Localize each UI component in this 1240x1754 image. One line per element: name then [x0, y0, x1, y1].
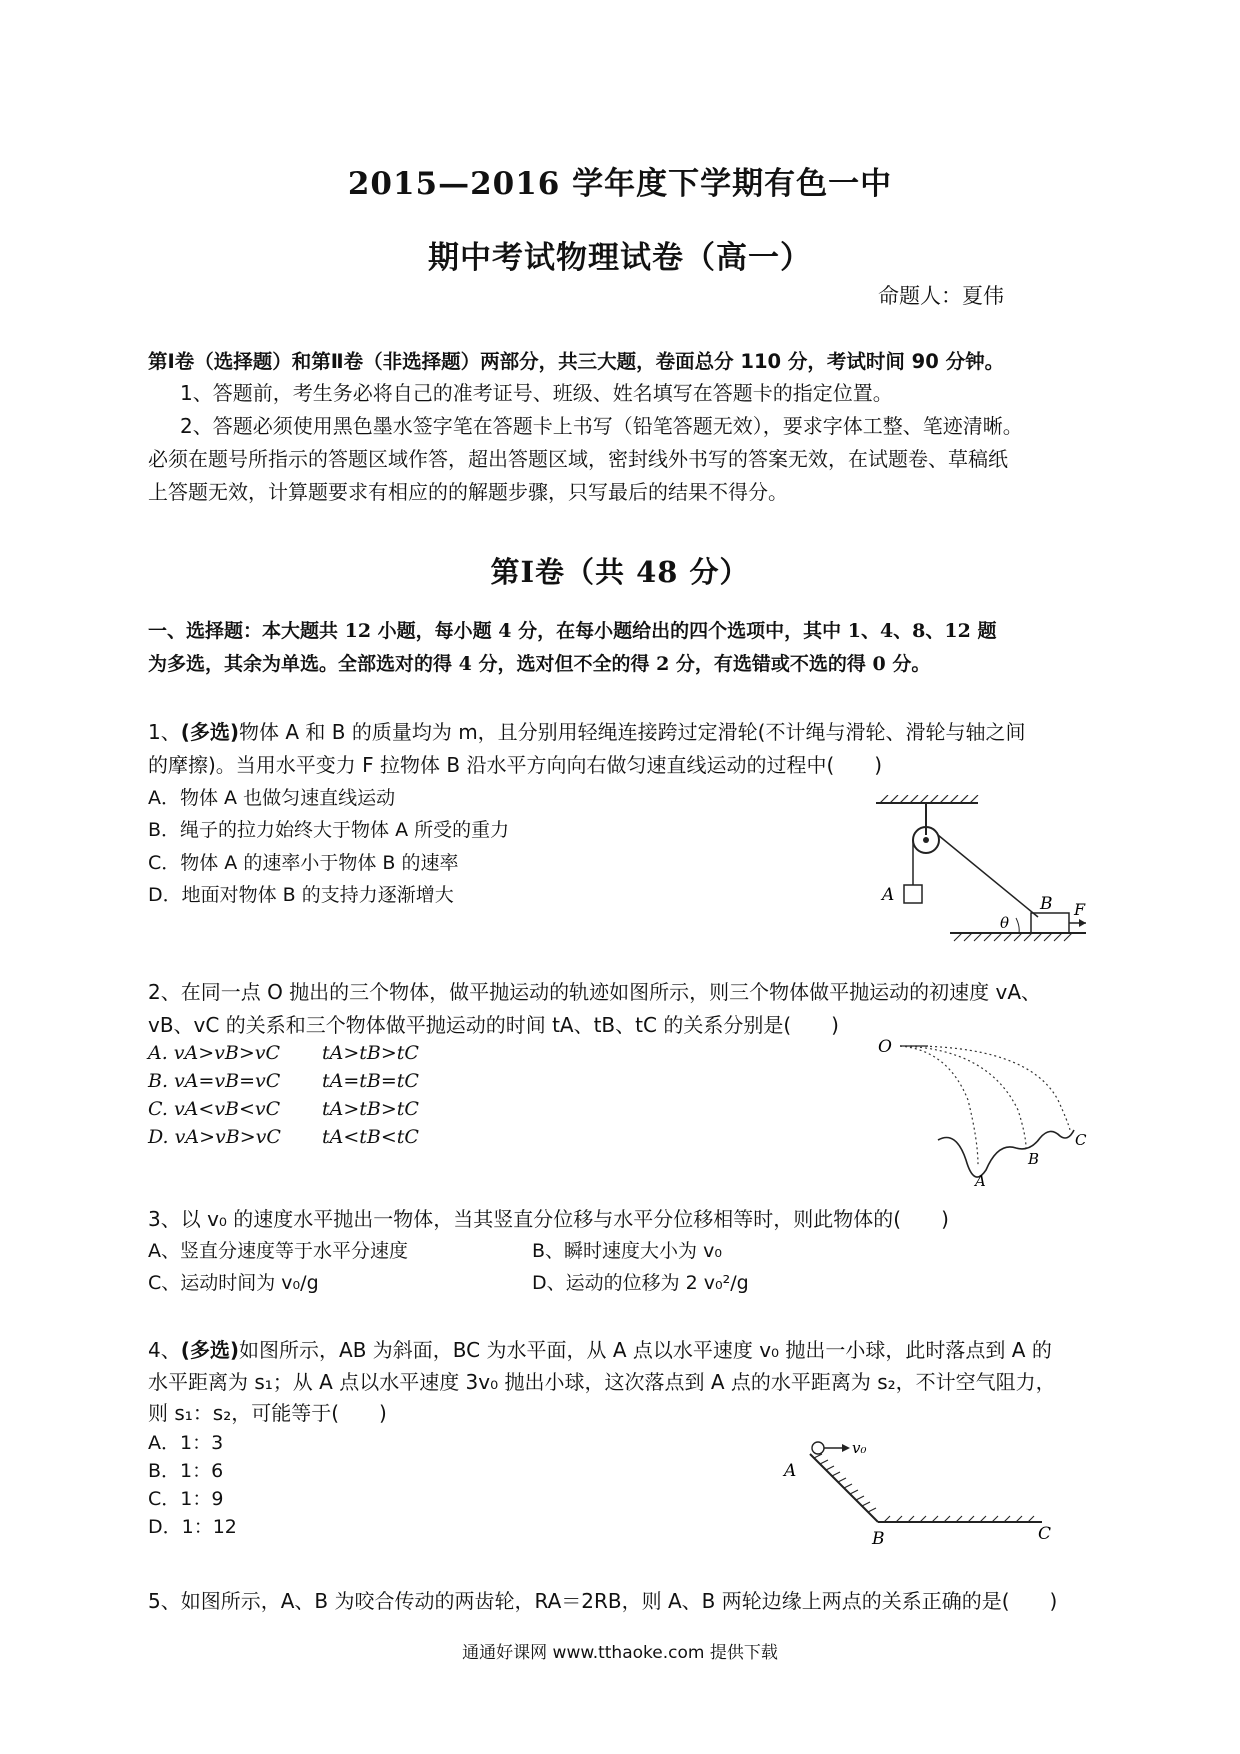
q4-number: 4、	[148, 1338, 181, 1362]
section-intro-line1: 一、选择题：本大题共 12 小题，每小题 4 分，在每小题给出的四个选项中，其中 1、4、8、12 题	[148, 620, 997, 642]
q4-option-d: D．1：12	[148, 1516, 237, 1538]
q2-option-c-t: tA>tB>tC	[322, 1098, 419, 1120]
q1-option-d: D．地面对物体 B 的支持力逐渐增大	[148, 884, 454, 906]
section-intro-line2: 为多选，其余为单选。全部选对的得 4 分，选对但不全的得 2 分，有选错或不选的得 0 分。	[148, 653, 931, 675]
q2-option-d-t: tA<tB<tC	[322, 1126, 419, 1148]
svg-text:A: A	[784, 1461, 797, 1481]
q2-path-a	[900, 1046, 978, 1165]
exam-title-line1: 2015—2016 学年度下学期有色一中	[347, 166, 893, 202]
svg-text:F: F	[1074, 900, 1086, 919]
q3-option-d: D、运动的位移为 2 v₀²/g	[532, 1272, 749, 1294]
q1-stem-line2: 的摩擦)。当用水平变力 F 拉物体 B 沿水平方向向右做匀速直线运动的过程中( )	[148, 753, 883, 777]
q1-option-a: A．物体 A 也做匀速直线运动	[148, 787, 396, 809]
q1-option-b: B．绳子的拉力始终大于物体 A 所受的重力	[148, 819, 510, 841]
q2-path-b	[900, 1046, 1026, 1148]
q2-option-b-t: tA=tB=tC	[322, 1070, 419, 1092]
q1-tag: (多选)	[180, 720, 240, 744]
q4-option-b: B．1：6	[148, 1460, 224, 1482]
q2-option-a-t: tA>tB>tC	[322, 1042, 419, 1064]
q2-path-c	[900, 1046, 1070, 1130]
q2-stem-line1: 2、在同一点 O 抛出的三个物体，做平抛运动的轨迹如图所示，则三个物体做平抛运动的初速度 vA、	[148, 980, 1042, 1004]
q1-pulley-figure	[868, 795, 1088, 945]
q2-ground-curve	[938, 1130, 1074, 1177]
q3-option-c: C、运动时间为 v₀/g	[148, 1272, 319, 1294]
instructions-line0: 第Ⅰ卷（选择题）和第Ⅱ卷（非选择题）两部分，共三大题，卷面总分 110 分，考试时间 90 分钟。	[148, 350, 1005, 373]
svg-text:θ: θ	[1000, 914, 1010, 932]
exam-title-line2: 期中考试物理试卷（高一）	[428, 240, 812, 276]
q2-option-c-v: C. vA<vB<vC	[148, 1098, 281, 1120]
q4-option-a: A．1：3	[148, 1432, 224, 1454]
q1-stem-line1	[148, 716, 1026, 749]
svg-text:B: B	[872, 1529, 885, 1549]
q2-option-b-v: B. vA=vB=vC	[148, 1070, 281, 1092]
section-heading: 第Ⅰ卷（共 48 分）	[490, 555, 750, 589]
q2-option-d-v: D. vA>vB>vC	[148, 1126, 281, 1148]
svg-text:C: C	[1075, 1131, 1087, 1149]
q4-ball	[812, 1442, 824, 1454]
q4-stem-line3: 则 s₁：s₂，可能等于( )	[148, 1401, 387, 1425]
q4-incline-figure	[780, 1432, 1060, 1552]
q1-block-a	[904, 885, 922, 903]
q3-stem: 3、以 v₀ 的速度水平抛出一物体，当其竖直分位移与水平分位移相等时，则此物体的( )	[148, 1207, 949, 1231]
svg-text:A: A	[882, 885, 895, 905]
instructions-line2a: 2、答题必须使用黑色墨水签字笔在答题卡上书写（铅笔答题无效），要求字体工整、笔迹清晰。	[180, 414, 1023, 438]
q5-stem: 5、如图所示，A、B 为咬合传动的两齿轮，RA＝2RB，则 A、B 两轮边缘上两点的关系正确的是( )	[148, 1589, 1058, 1613]
instructions-line2c: 上答题无效，计算题要求有相应的的解题步骤，只写最后的结果不得分。	[148, 480, 788, 504]
q4-option-c: C．1：9	[148, 1488, 224, 1510]
q1-stem-text1: 物体 A 和 B 的质量均为 m，且分别用轻绳连接跨过定滑轮(不计绳与滑轮、滑轮与轴之间	[239, 720, 1026, 744]
q2-option-a-v: A. vA>vB>vC	[148, 1042, 281, 1064]
q1-number: 1、	[148, 720, 181, 744]
svg-text:B: B	[1040, 894, 1053, 914]
instructions-line1: 1、答题前，考生务必将自己的准考证号、班级、姓名填写在答题卡的指定位置。	[180, 381, 893, 405]
q2-trajectory-figure	[878, 1030, 1098, 1190]
author: 命题人：夏伟	[878, 284, 1004, 308]
q3-option-b: B、瞬时速度大小为 v₀	[532, 1240, 722, 1262]
q4-stem-text1: 如图所示，AB 为斜面，BC 为水平面，从 A 点以水平速度 v₀ 抛出一小球，此时落点到 A 的	[239, 1338, 1052, 1362]
q1-option-c: C．物体 A 的速率小于物体 B 的速率	[148, 852, 459, 874]
svg-text:O: O	[878, 1037, 892, 1057]
instructions-line2b: 必须在题号所指示的答题区域作答，超出答题区域，密封线外书写的答案无效，在试题卷、草稿纸	[148, 447, 1008, 471]
footer-text: 通通好课网 www.tthaoke.com 提供下载	[462, 1643, 778, 1663]
svg-text:C: C	[1038, 1524, 1052, 1544]
q2-stem-line2: vB、vC 的关系和三个物体做平抛运动的时间 tA、tB、tC 的关系分别是( )	[148, 1013, 839, 1037]
svg-text:v₀: v₀	[852, 1439, 867, 1457]
q4-stem-line1	[148, 1334, 1052, 1367]
svg-text:B: B	[1028, 1150, 1040, 1168]
q4-tag: (多选)	[180, 1338, 240, 1362]
svg-text:A: A	[975, 1172, 986, 1190]
q4-stem-line2: 水平距离为 s₁；从 A 点以水平速度 3v₀ 抛出小球，这次落点到 A 点的水平距离为 s₂，不计空气阻力，	[148, 1370, 1056, 1394]
q3-option-a: A、竖直分速度等于水平分速度	[148, 1240, 408, 1262]
